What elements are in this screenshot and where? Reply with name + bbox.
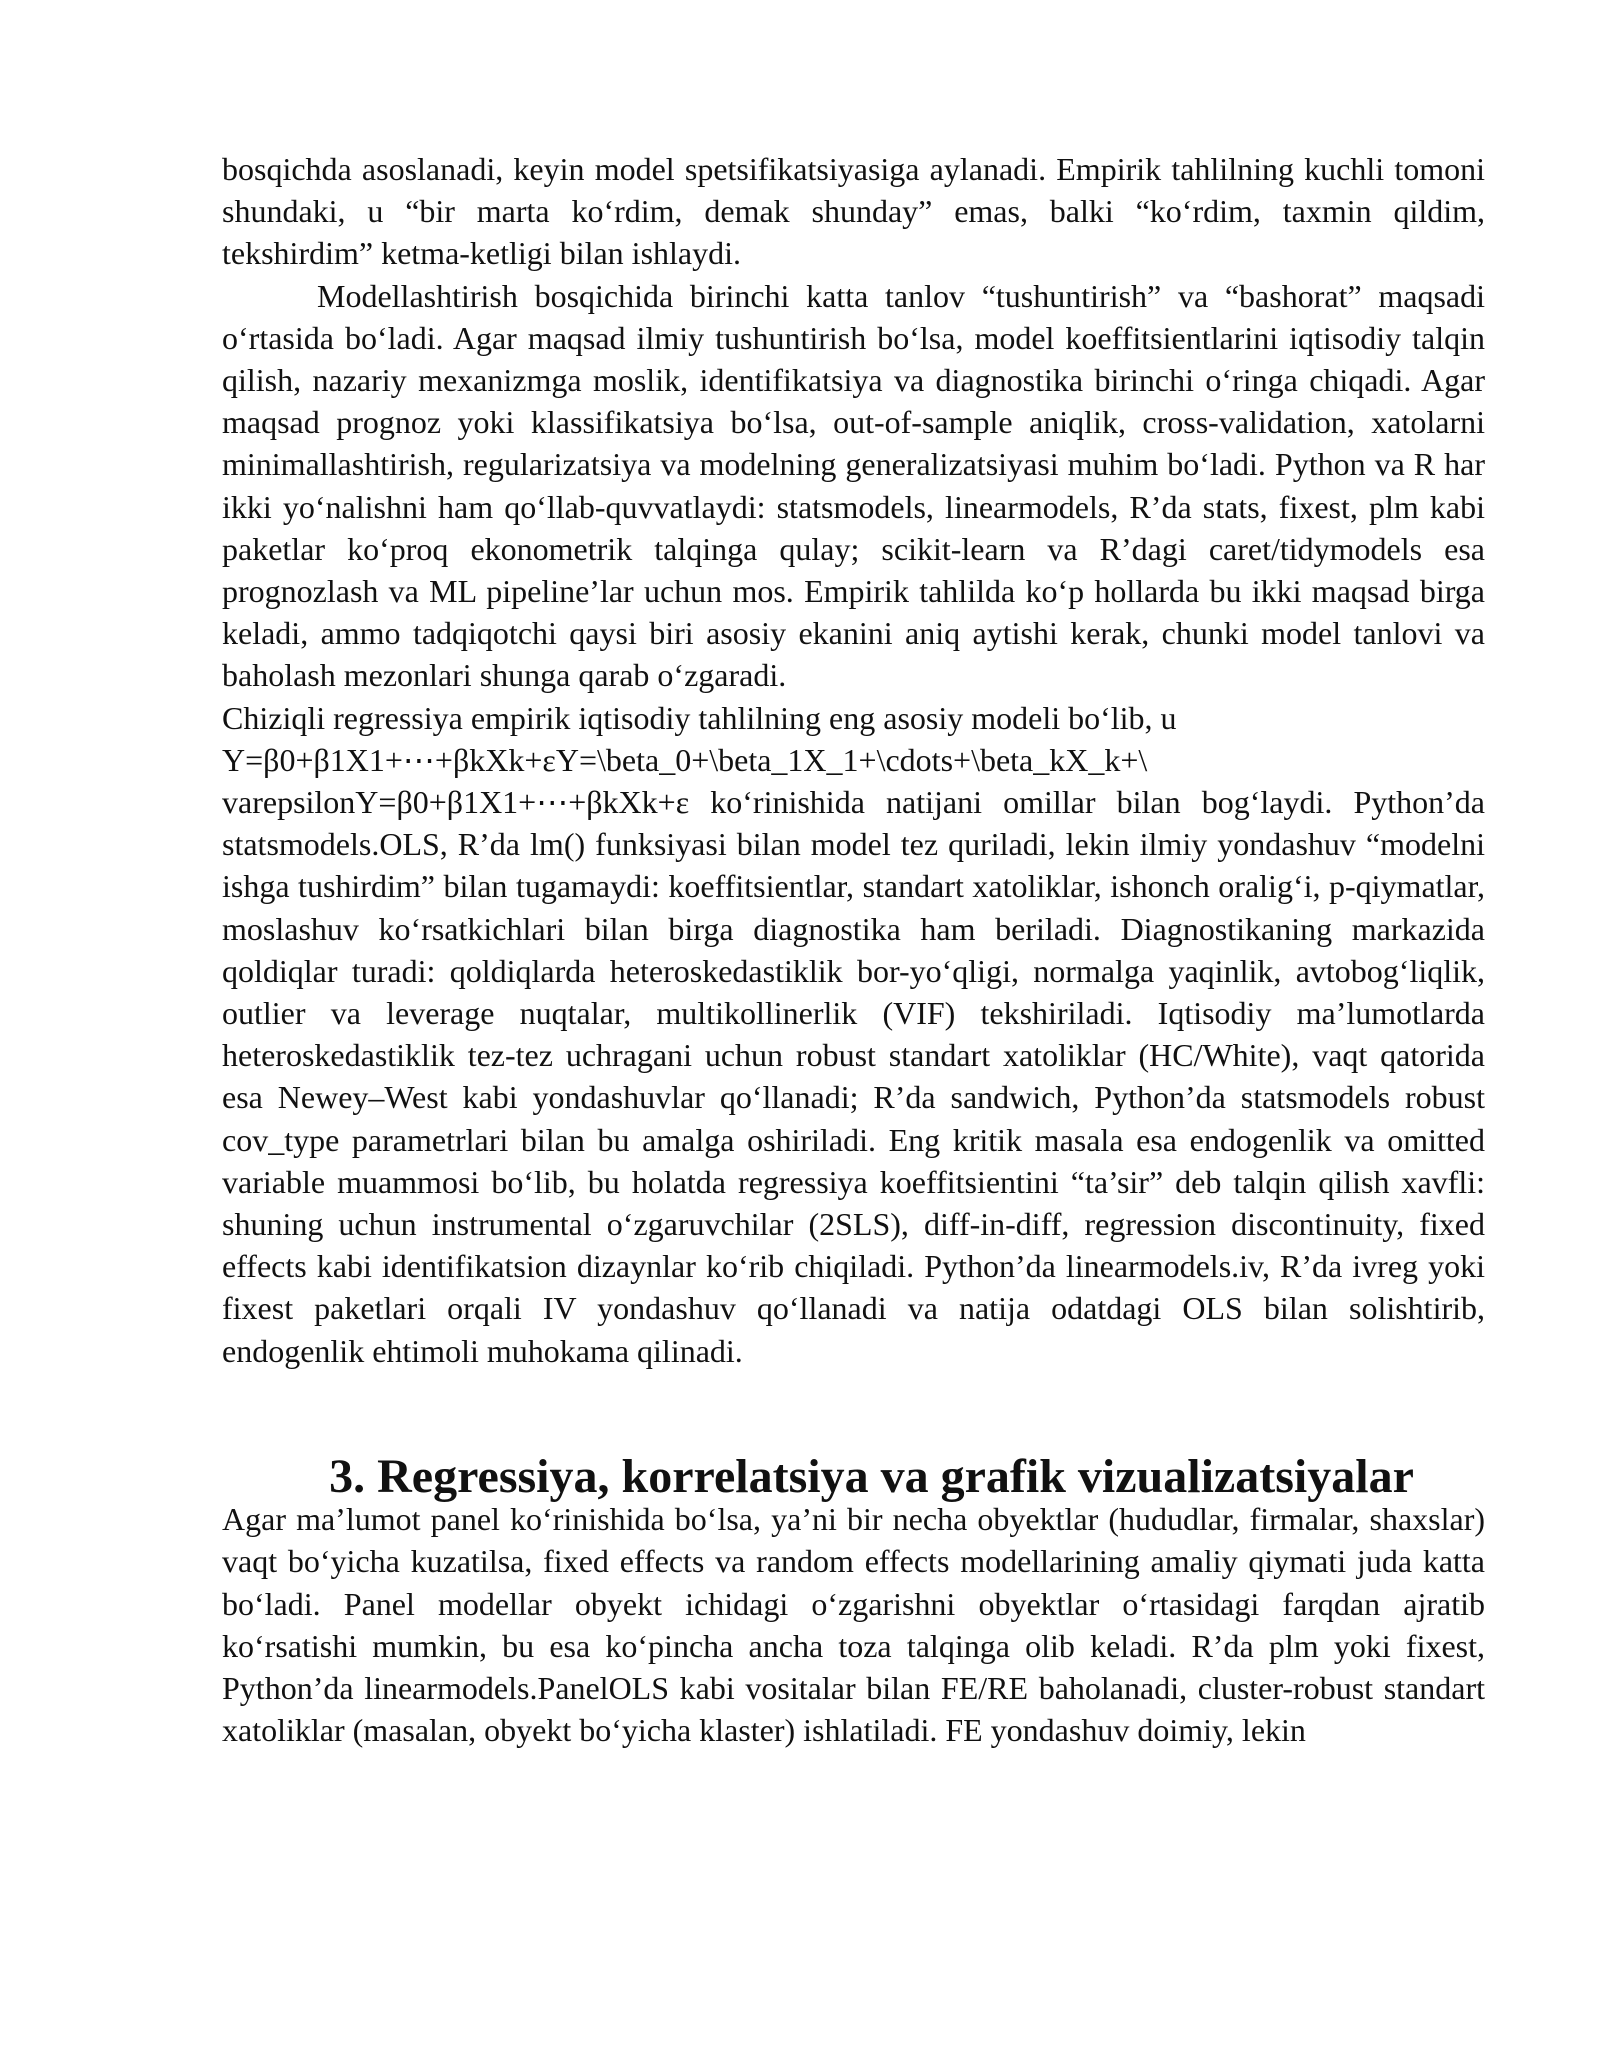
document-page: [222, 148, 1485, 1751]
regression-line-1: Chiziqli regressiya empirik iqtisodiy tahlilning eng asosiy modeli bo‘lib, u: [222, 699, 1177, 736]
section-spacer: [222, 1372, 1485, 1456]
regression-body: varepsilonY=β0+β1X1+⋯+βkXk+ε ko‘rinishida natijani omillar bilan bog‘laydi. Python’da statsmodels.OLS, R’da lm() funksiyasi bilan model tez quriladi, lekin ilmiy yondashuv “modelni ishga tushirdim” bilan tugamaydi: koeffitsientlar, standart xatoliklar, ishonch oralig‘i, p-qiymatlar, moslashuv ko‘rsatkichlari bilan birga diagnostika ham beriladi. Diagnostikaning markazida qoldiqlar turadi: qoldiqlarda heteroskedastiklik bor-yo‘qligi, normalga yaqinlik, avtobog‘liqlik, outlier va leverage nuqtalar, multikollinerlik (VIF) tekshiriladi. Iqtisodiy ma’lumotlarda heteroskedastiklik tez-tez uchragani uchun robust standart xatoliklar (HC/White), vaqt qatorida esa Newey–West kabi yondashuvlar qo‘llanadi; R’da sandwich, Python’da statsmodels robust cov_type parametrlari bilan bu amalga oshiriladi. Eng kritik masala esa endogenlik va omitted variable muammosi bo‘lib, bu holatda regressiya koeffitsientini “ta’sir” deb talqin qilish xavfli: shuning uchun instrumental o‘zgaruvchilar (2SLS), diff-in-diff, regression discontinuity, fixed effects kabi identifikatsion dizaynlar ko‘rib chiqiladi. Python’da linearmodels.iv, R’da ivreg yoki fixest paketlari orqali IV yondashuv qo‘llanadi va natija odatdagi OLS bilan solishtirib, endogenlik ehtimoli muhokama qilinadi.: [222, 784, 1485, 1369]
paragraph-modelling-goals: Modellashtirish bosqichida birinchi katta tanlov “tushuntirish” va “bashorat” maqsadi o‘rtasida bo‘ladi. Agar maqsad ilmiy tushuntirish bo‘lsa, model koeffitsientlarini iqtisodiy talqin qilish, nazariy mexanizmga moslik, identifikatsiya va diagnostika birinchi o‘ringa chiqadi. Agar maqsad prognoz yoki klassifikatsiya bo‘lsa, out-of-sample aniqlik, cross-validation, xatolarni minimallashtirish, regularizatsiya va modelning generalizatsiyasi muhim bo‘ladi. Python va R har ikki yo‘nalishni ham qo‘llab-quvvatlaydi: statsmodels, linearmodels, R’da stats, fixest, plm kabi paketlar ko‘proq ekonometrik talqinga qulay; scikit-learn va R’dagi caret/tidymodels esa prognozlash va ML pipeline’lar uchun mos. Empirik tahlilda ko‘p hollarda bu ikki maqsad birga keladi, ammo tadqiqotchi qaysi biri asosiy ekanini aniq aytishi kerak, chunki model tanlovi va baholash mezonlari shunga qarab o‘zgaradi.: [222, 277, 1485, 694]
regression-formula-line: Y=β0+β1X1+⋯+βkXk+εY=\beta_0+\beta_1X_1+\cdots+\beta_kX_k+\: [222, 741, 1148, 778]
paragraph-linear-regression: [222, 697, 1485, 1372]
paragraph-empirical-analysis: bosqichda asoslanadi, keyin model spetsifikatsiyasiga aylanadi. Empirik tahlilning kuchli tomoni shundaki, u “bir marta ko‘rdim, demak shunday” emas, balki “ko‘rdim, taxmin qildim, tekshirdim” ketma-ketligi bilan ishlaydi.: [222, 151, 1485, 272]
section-heading: [222, 1449, 1485, 1503]
section-number: 3.: [329, 1449, 366, 1503]
paragraph-panel-data: Agar ma’lumot panel ko‘rinishida bo‘lsa, ya’ni bir necha obyektlar (hududlar, firmalar, shaxslar) vaqt bo‘yicha kuzatilsa, fixed effects va random effects modellarining amaliy qiymati juda katta bo‘ladi. Panel modellar obyekt ichidagi o‘zgarishni obyektlar o‘rtasidagi farqdan ajratib ko‘rsatishi mumkin, bu esa ko‘pincha ancha toza talqinga olib keladi. R’da plm yoki fixest, Python’da linearmodels.PanelOLS kabi vositalar bilan FE/RE baholanadi, cluster-robust standart xatoliklar (masalan, obyekt bo‘yicha klaster) ishlatiladi. FE yondashuv doimiy, lekin: [222, 1501, 1485, 1749]
section-title: Regressiya, korrelatsiya va grafik vizualizatsiyalar: [377, 1449, 1414, 1503]
